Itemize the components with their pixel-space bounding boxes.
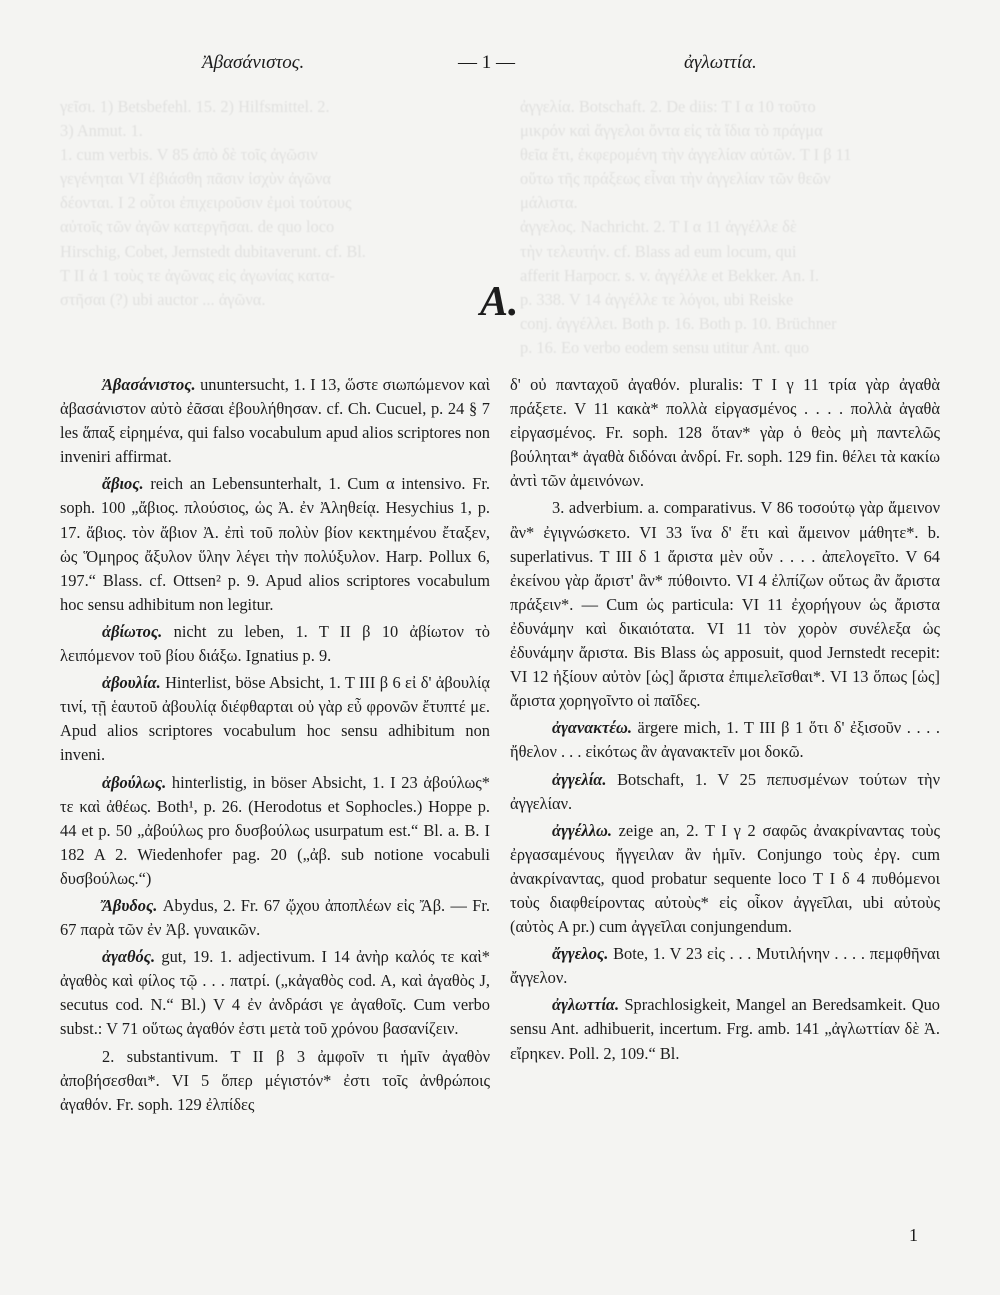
running-head-right: ἀγλωττία. bbox=[684, 52, 757, 73]
entry-text: 3. adverbium. a. comparativus. V 86 τοσούτῳ γὰρ ἄμεινον ἂν* ἐγιγνώσκετο. VI 33 ἵνα δ' ἔτι καὶ ἄμεινον μάθητε*. b. superlativus. T III δ 1 ἄριστα μὲν οὖν . . . . ἀπελογεῖτο. V 64 ἐκείνου γὰρ ἄριστ' ἂν* πύθοιντο. VI 4 ἐλπίζων οὕτως ἂν ἄριστα πράξειν*. — Cum ὡς particula: VI 11 ἐχορήγουν ὡς ἄριστα ἐδυνάμην καὶ δικαιότατα. VI 11 τὸν χορὸν συνέλεξα ὡς ἐδυνάμην ἄριστα. Bis Blass ὡς apposuit, quod Jernstedt recepit: VI 12 ἠξίουν αὐτὸν [ὡς] ἄριστα ἐπιμελεῖσθαι*. VI 13 ὅπως [ὡς] ἄριστα χορηγοῖντο οἱ παῖδες. bbox=[510, 498, 940, 711]
bleed-through-left: γεῖσι. 1) Betsbefehl. 15. 2) Hilfsmittel. 2. 3) Anmut. 1. 1. cum verbis. V 85 ἀπὸ δὲ τοῖς ἀγῶσιν γεγένηται VI ἐβιάσθη πᾶσιν ἰσχὺν ἀγῶνα δέονται. I 2 οὗτοι ἐπιχειροῦσιν ἐμοὶ τούτους αὐτοῖς τῶν ἀγῶν κατεργῆσαι. de quo loco Hirschig, Cobet, Jernstedt dubitaverunt. cf. Bl. T II ἀ 1 τοὺς τε ἀγῶνας εἰς ἀγωνίας κατα- στῆσαι (?) ubi auctor ... ἀγῶνα. bbox=[60, 97, 366, 309]
entry bbox=[60, 671, 490, 767]
entry-lemma: ἀβούλως. bbox=[102, 772, 167, 792]
entry-text: nicht zu leben, 1. T II β 10 ἀβίωτον τὸ λειπόμενον τοῦ βίου διάξω. Ignatius p. 9. bbox=[60, 621, 490, 666]
entry-text: hinterlistig, in böser Absicht, 1. I 23 ἀβούλως* τε καὶ ἀθέως. Both¹, p. 26. (Herodotus et Sophocles.) Hoppe p. 44 et p. 50 „ἀβούλως pro δυσβούλως usurpatum est.“ Bl. a. B. I 182 A 2. Wiedenhofer pag. 20 („ἀβ. sub notione vocabuli δυσβούλως.“) bbox=[60, 772, 490, 888]
running-head-left: Ἀβασάνιστος. bbox=[202, 52, 305, 73]
entry-text: δ' οὐ πανταχοῦ ἀγαθόν. pluralis: T I γ 11 τρία γὰρ ἀγαθὰ πράξετε. V 11 κακὰ* πολλὰ εἰργασμένος . . . . πολλὰ ἀγαθὰ εἰργασμένος. Fr. soph. 128 ὅταν* γὰρ ὁ θεὸς μὴ παντελῶς βούληται* ἀγαθὰ διδόναι ἀνδρί. Fr. soph. 129 fin. θέλει τὰ κακίω ἀντὶ τῶν ἀμεινόνων. bbox=[510, 375, 940, 491]
entry-lemma: ἀγανακτέω. bbox=[552, 718, 632, 738]
entry bbox=[510, 819, 940, 939]
entry-lemma: ἀγλωττία. bbox=[552, 995, 620, 1015]
entry bbox=[60, 771, 490, 891]
entry-text: Botschaft, 1. V 25 πεπυσμένων τούτων τὴν ἀγγελίαν. bbox=[510, 769, 940, 813]
entry bbox=[60, 1045, 490, 1117]
entry-lemma: ἀγαθός. bbox=[102, 947, 156, 967]
entry-lemma: ἀβίωτος. bbox=[102, 621, 163, 641]
entry-text: ununtersucht, 1. I 13, ὥστε σιωπώμενον καὶ ἀβασάνιστον αὐτὸ ἐᾶσαι ἐβουλήθησαν. cf. Ch. Cucuel, p. 24 § 7 les ἅπαξ εἰρημένα, qui falso vocabulum apud alios scriptores non inveniri affirmat. bbox=[60, 375, 490, 467]
entry-lemma: ἀγγέλλω. bbox=[552, 820, 612, 840]
entry bbox=[60, 620, 490, 668]
right-column bbox=[510, 373, 940, 1066]
running-head-page-number: — 1 — bbox=[458, 52, 515, 73]
entry-lemma: ἄγγελος. bbox=[552, 944, 609, 964]
entry-lemma: ἀβουλία. bbox=[102, 673, 161, 693]
entry-lemma: ἄβιος. bbox=[102, 474, 144, 494]
entry bbox=[510, 993, 940, 1065]
entry-text: zeige an, 2. T I γ 2 σαφῶς ἀνακρίναντας τοὺς ἐργασαμένους ἤγγειλαν ἂν ἡμῖν. Conjungo τοὺς ἐργ. cum ἀνακρίναντας, quod probatur sequente loco T I δ 4 πυθόμενοι τοὺς διαφθείροντας αὐτοὺς* εἰς οἶκον ἀγγεῖλαι, ubi αὐτοὺς (αὐτὸς A pr.) cum ἀγγεῖλαι conjungendum. bbox=[510, 820, 940, 937]
entry-lemma: Ἄβυδος. bbox=[102, 895, 158, 915]
entry bbox=[510, 768, 940, 816]
bleed-through-right: ἀγγελία. Botschaft. 2. De diis: T I α 10 τοῦτο μικρόν καὶ ἄγγελοι ὄντα εἰς τὰ ἴδια τὸ πράγμα θεῖα ἔτι, ἐκφερομένη τὴν ἀγγελίαν αὐτῶν. T I β 11 οὕτω τῆς πράξεως εἶναι τὴν ἀγγελίαν τῶν θεῶν μάλιστα. ἀγγελος. Nachricht. 2. T I α 11 ἀγγέλλε δὲ τὴν τελευτήν. cf. Blass ad eum locum, qui afferit Harpocr. s. v. ἀγγέλλε et Bekker. An. I. p. 338. V 14 ἀγγέλλε τε λόγοι, ubi Reiske conj. ἀγγέλλει. Both p. 16. Both p. 10. Brüchner p. 16. Eo verbo eodem sensu utitur Ant. quo bbox=[520, 97, 852, 357]
entry bbox=[510, 373, 940, 493]
entry-lemma: Ἀβασάνιστος. bbox=[102, 375, 196, 394]
entry bbox=[60, 472, 490, 617]
entry bbox=[510, 942, 940, 990]
entry bbox=[60, 945, 490, 1041]
entry-text: Abydus, 2. Fr. 67 ᾤχου ἀποπλέων εἰς Ἄβ. — Fr. 67 παρὰ τῶν ἐν Ἀβ. γυναικῶν. bbox=[60, 895, 490, 940]
entry bbox=[510, 496, 940, 713]
entry-text: Bote, 1. V 23 εἰς . . . Μυτιλήνην . . . . πεμφθῆναι ἄγγελον. bbox=[510, 944, 940, 988]
entry-text: ärgere mich, 1. T III β 1 ὅτι δ' ἐξισοῦν . . . . ἤθελον . . . εἰκότως ἂν ἀγανακτεῖν μοι δοκῶ. bbox=[510, 718, 940, 762]
entry-text: Sprachlosigkeit, Mangel an Beredsamkeit. Quo sensu Ant. adhibuerit, incertum. Frg. amb. 141 „ἀγλωττίαν δὲ Ἀ. εἴρηκεν. Poll. 2, 109.“ Bl. bbox=[510, 995, 940, 1063]
entry-text: gut, 19. 1. adjectivum. I 14 ἀνὴρ καλός τε καὶ* ἀγαθὸς καὶ φίλος τῷ . . . πατρί. („κἀγαθὸς cod. A, καὶ ἀγαθὸς J, secutus cod. N.“ Bl.) V 4 ἐν ἀνδράσι γε ἀγαθοῖς. Cum verbo subst.: V 71 οὕτως ἀγαθόν ἐστι μετὰ τοῦ χρόνου βασανίζειν. bbox=[60, 947, 490, 1039]
running-head bbox=[60, 52, 940, 82]
entry-lemma: ἀγγελία. bbox=[552, 769, 607, 789]
left-column bbox=[60, 373, 490, 1117]
entry bbox=[60, 373, 490, 469]
page-number: 1 bbox=[909, 1225, 918, 1245]
section-letter: A. bbox=[480, 279, 519, 325]
entry-text: reich an Lebensunterhalt, 1. Cum α intensivo. Fr. soph. 100 „ἄβιος. πλούσιος, ὡς Ἀ. ἐν Ἀληθείᾳ. Hesychius 1, p. 17. ἄβιος. τὸν ἄβιον Ἀ. ἐπὶ τοῦ πολὺν βίον κεκτημένου ἔταξεν, ὡς Ὅμηρος ἄξυλον ὕλην λέγει τὴν πολύξυλον. Harp. Pollux 6, 197.“ Blass. cf. Ottsen² p. 9. Apud alios scriptores vocabulum hoc sensu adhibitum non legitur. bbox=[60, 474, 490, 614]
entry-text: Hinterlist, böse Absicht, 1. T III β 6 εἰ δ' ἀβουλίᾳ τινί, τῇ ἑαυτοῦ ἀβουλίᾳ διέφθαρται οὐ γὰρ εὖ φρονῶν ἔτυπτέ με. Apud alios scriptores vocabulum hoc sensu adhibitum non inveni. bbox=[60, 673, 490, 765]
entry-text: 2. substantivum. T II β 3 ἀμφοῖν τι ἡμῖν ἀγαθὸν ἀποβήσεσθαι*. VI 5 ὅπερ μέγιστόν* ἐστι τοῖς ἀνθρώποις ἀγαθόν. Fr. soph. 129 ἐλπίδες bbox=[60, 1046, 490, 1114]
entry bbox=[510, 716, 940, 764]
entry bbox=[60, 894, 490, 942]
